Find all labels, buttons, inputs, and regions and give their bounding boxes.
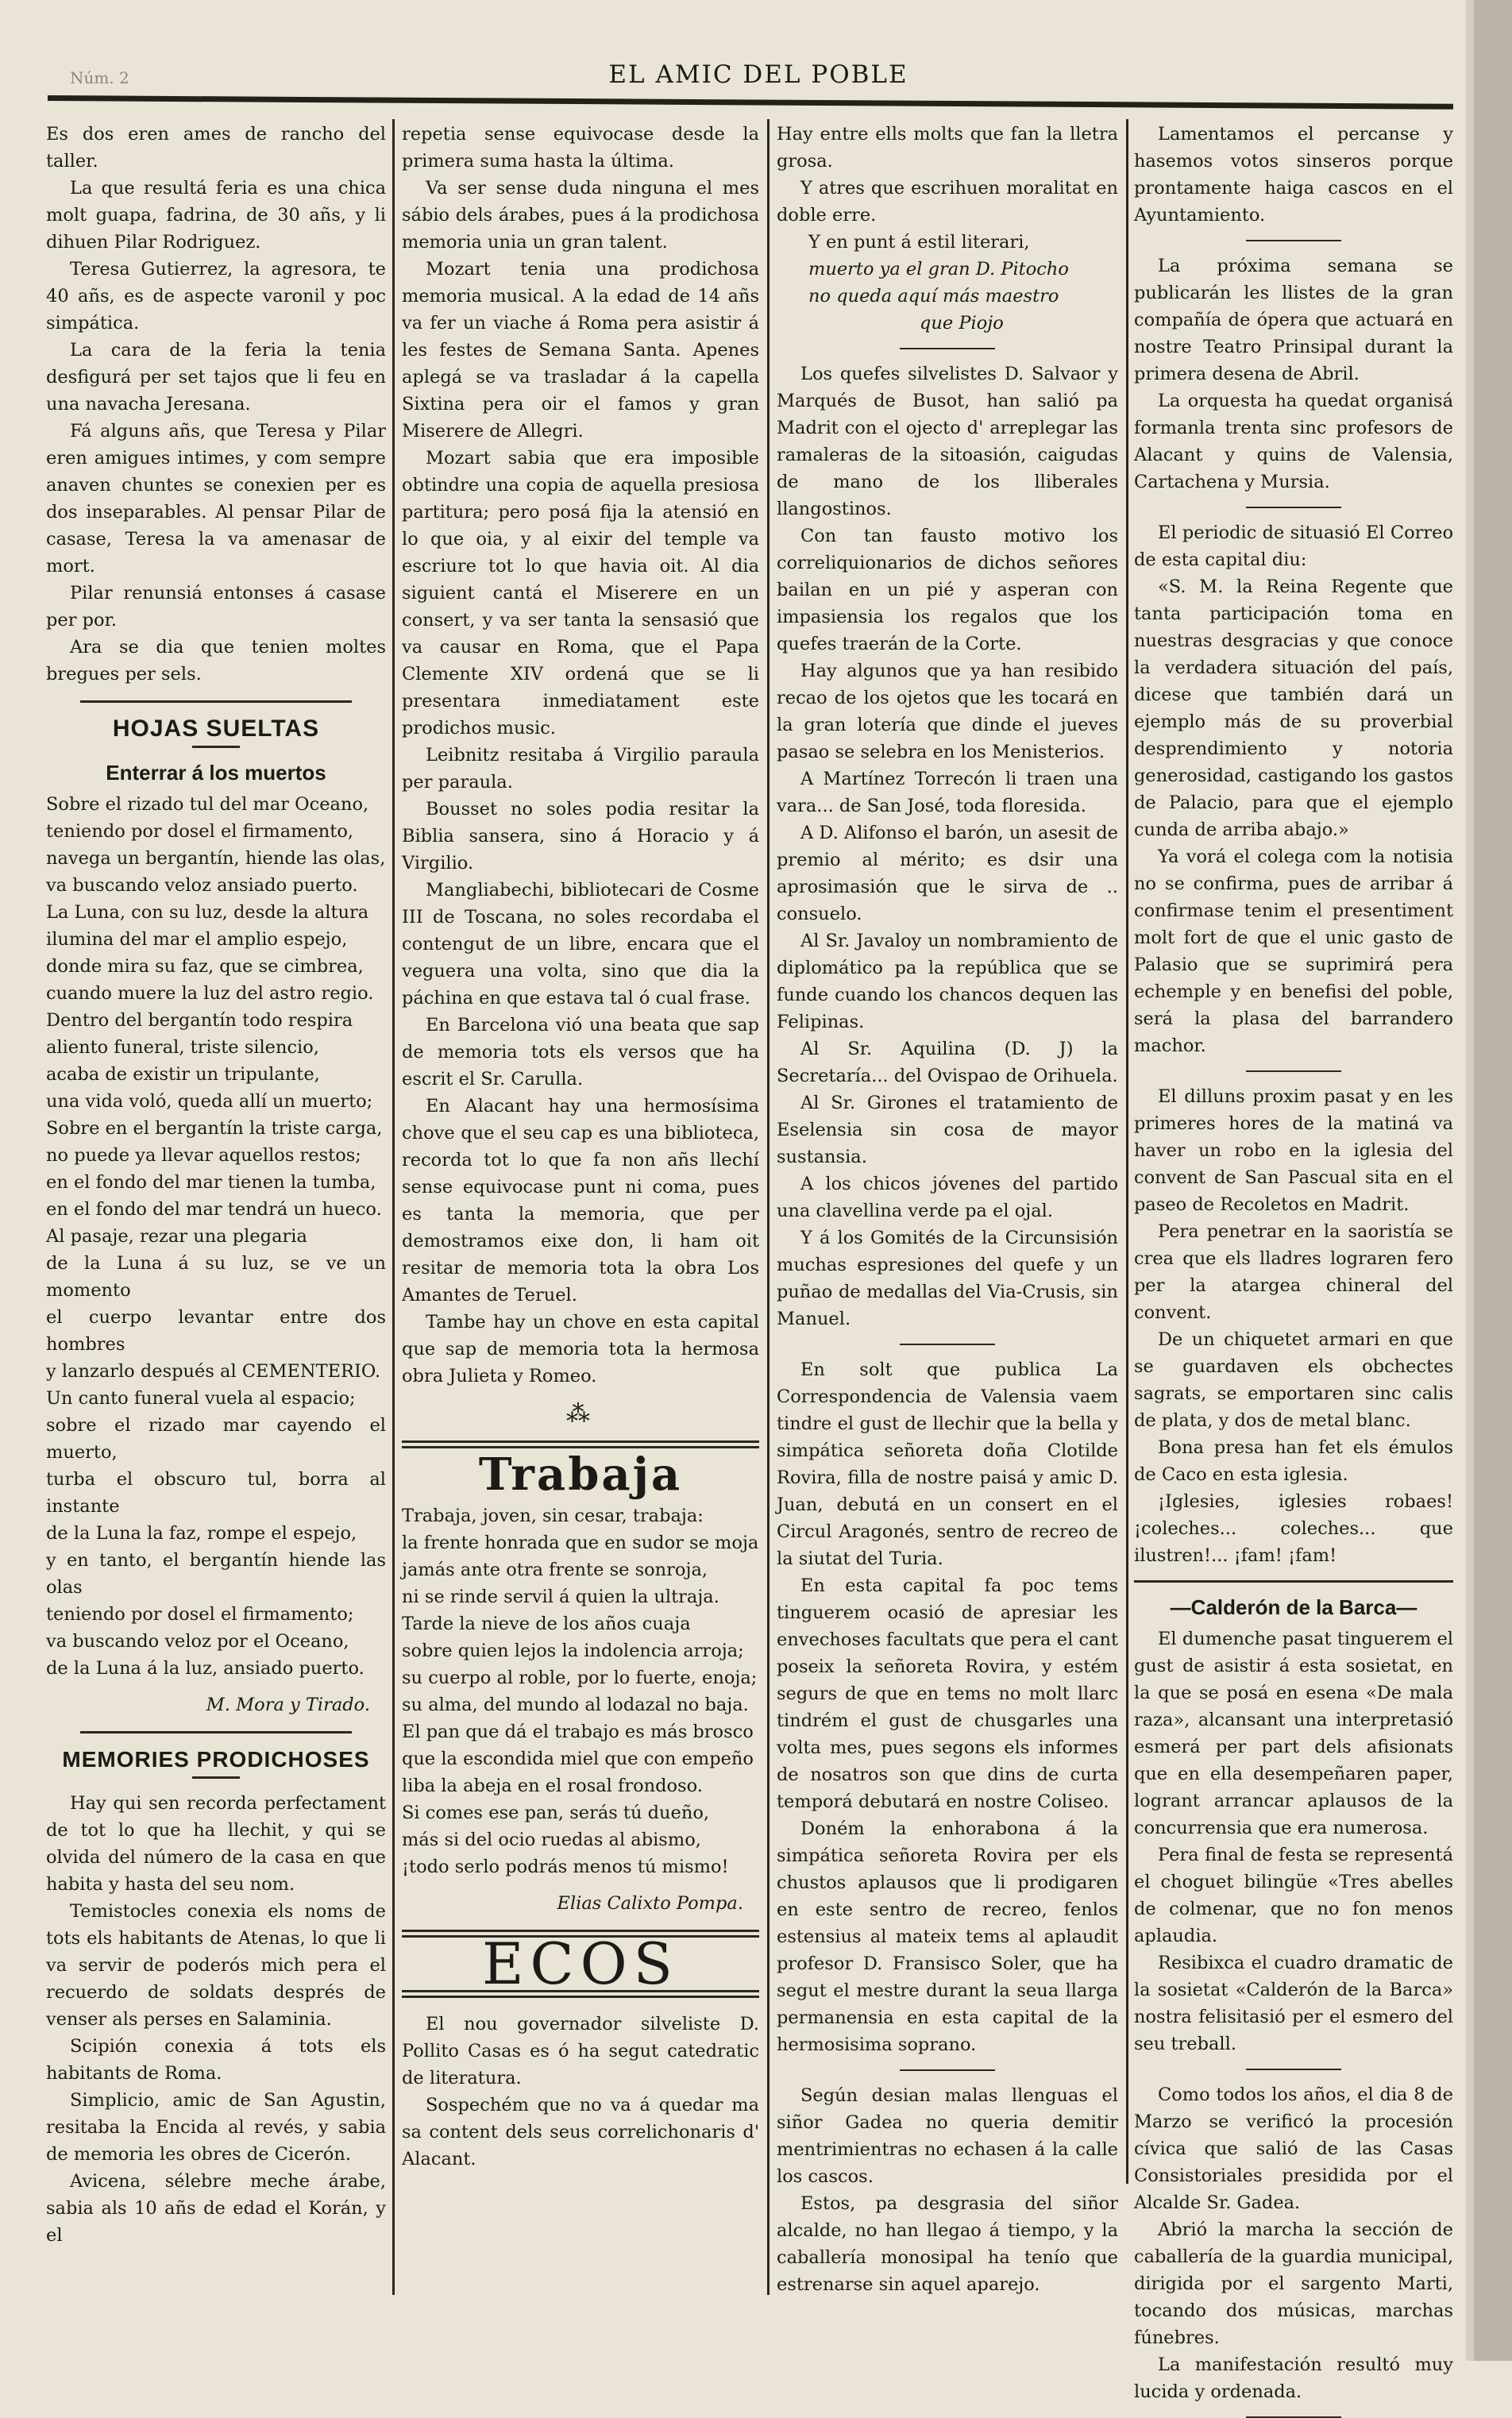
poem-line: donde mira su faz, que se cimbrea, [46, 956, 364, 977]
paragraph: Tambe hay un chove en esta capital que sap de memoria tota la hermosa obra Julieta y Romeo. [402, 1312, 759, 1386]
paragraph: En esta capital fa poc tems tinguerem ocasió de apresiar les envechoses facultats que pera el cant poseix la señoreta Rovira, y estém segurs de que en tems no molt llarc tindrém el gust de chusgarles una volta mes, pues segons els informes de nosatros son que dins de curta temporá debutará en nostre Coliseo. [777, 1575, 1118, 1812]
ecos-continuation [777, 121, 1118, 229]
poem-line: sobre quien lejos la indolencia arroja; [402, 1641, 744, 1661]
poem-line: de la Luna la faz, rompe el espejo, [46, 1523, 357, 1544]
poem-line: sobre el rizado mar cayendo el muerto, [46, 1415, 386, 1463]
poem-line: teniendo por dosel el firmamento, [46, 821, 354, 842]
verse-line: Y en punt á estil literari, [808, 232, 1030, 253]
paragraph: Según desian malas llenguas el siñor Gadea no queria demitir mentrimientras no echasen á la calle los cascos. [777, 2085, 1118, 2187]
hojas-sueltas-heading: HOJAS SUELTAS [112, 715, 320, 742]
paragraph: ¡Iglesies, iglesies robaes! ¡coleches... coleches... que ilustren!... ¡fam! ¡fam! [1134, 1491, 1453, 1566]
poem-line: su alma, del mundo al lodazal no baja. [402, 1695, 749, 1715]
paragraph: Doném la enhorabona á la simpática señoreta Rovira per els chustos aplausos que li prodigaren en este sentro de recreo, fenlos estensius al mateix tems al aplaudit profesor D. Fransisco Soler, que ha segut el mestre durant la seua llarga permanensia en esta capital de la hermosisima soprano. [777, 1818, 1118, 2055]
separator [1246, 2069, 1341, 2070]
paragraph: Mozart sabia que era imposible obtindre una copia de aquella presiosa partitura; pero posá fija la atensió en lo que oia, y al eixir del temple va escriure tot lo que havia oit. Al dia siguient cantá el Miserere en un consert, y va ser tanta la sensasió que va causar en Roma, que el Papa Clemente XIV ordená que se li presentara inmediatament este prodichos music. [402, 448, 759, 739]
ecos-heading: ECOS [482, 1930, 679, 1997]
poem-line: Sobre el rizado tul del mar Oceano, [46, 794, 369, 815]
column-divider [392, 119, 395, 2295]
memories-heading: MEMORIES PRODICHOSES [62, 1747, 370, 1772]
poem-line: Sobre en el bergantín la triste carga, [46, 1118, 383, 1139]
paragraph: Ara se dia que tenien moltes bregues per sels. [46, 637, 386, 685]
separator [1246, 240, 1341, 241]
column-divider [1126, 119, 1128, 2184]
paragraph: Y atres que escrihuen moralitat en doble erre. [777, 178, 1118, 226]
procesion-article [1134, 2081, 1453, 2405]
paragraph: Scipión conexia á tots els habitants de Roma. [46, 2036, 386, 2084]
poem-author: M. Mora y Tirado. [206, 1695, 370, 1715]
paragraph: Hay entre ells molts que fan la lletra grosa. [777, 124, 1118, 172]
poem-line: Al pasaje, rezar una plegaria [46, 1226, 307, 1247]
paragraph: Simplicio, amic de San Agustin, resitaba la Encida al revés, y sabia de memoria les obres de Cicerón. [46, 2090, 386, 2165]
article-continuation [46, 121, 386, 688]
poem-line: turba el obscuro tul, borra al instante [46, 1469, 386, 1517]
poem-line: aliento funeral, triste silencio, [46, 1037, 319, 1058]
paragraph: Pera penetrar en la saoristía se crea que els lladres lograren fero per la atargea chineral del convent. [1134, 1221, 1453, 1323]
paragraph: La próxima semana se publicarán les llistes de la gran compañía de ópera que actuará en nostre Teatro Prinsipal durant la primera desena de Abril. [1134, 256, 1453, 384]
poem-line: no puede ya llevar aquellos restos; [46, 1145, 361, 1166]
paragraph: Lamentamos el percanse y hasemos votos sinseros porque prontamente haiga cascos en el Ayuntamiento. [1134, 124, 1453, 226]
paragraph: Al Sr. Aquilina (D. J) la Secretaría... del Ovispao de Orihuela. [777, 1039, 1118, 1086]
poem [46, 791, 386, 1682]
paragraph: Estos, pa desgrasia del siñor alcalde, no han llegao á tiempo, y la caballería monosipal ha tenío que estrenarse sin aquel aparejo. [777, 2193, 1118, 2295]
paragraph: Pilar renunsiá entonses á casase per por. [46, 583, 386, 631]
column-2 [402, 121, 759, 2297]
poem-line: la frente honrada que en sudor se moja [402, 1533, 759, 1553]
paragraph: En Barcelona vió una beata que sap de memoria tots els versos que ha escrit el Sr. Carulla. [402, 1015, 759, 1089]
paragraph: Mozart tenia una prodichosa memoria musical. A la edad de 14 añs va fer un viache á Roma pera asistir á les festes de Semana Santa. Apenes aplegá se va trasladar á la capella Sixtina pera oir el famos y gran Miserere de Allegri. [402, 259, 759, 442]
section-rule [1134, 1580, 1453, 1583]
paragraph: Ya vorá el colega com la notisia no se confirma, pues de arribar á confirmase tenim el presentiment molt fort de que el unic gasto de Palasio que se suprimirá pera echemple y en benefisi del poble, será la plasa del barrandero machor. [1134, 846, 1453, 1056]
poem-line: Si comes ese pan, serás tú dueño, [402, 1803, 710, 1823]
poem-line: ni se rinde servil á quien la ultraja. [402, 1587, 719, 1607]
asterism-icon: ⁂ [566, 1400, 595, 1428]
paragraph: Al Sr. Javaloy un nombramiento de diplomático pa la república que se funde cuando los chancos dequen las Felipinas. [777, 931, 1118, 1032]
trabaja-poem [402, 1502, 759, 1880]
ecos-article [402, 2011, 759, 2173]
verse-line: que Piojo [920, 313, 1004, 334]
paragraph: Hay algunos que ya han resibido recao de los ojetos que les tocará en la gran lotería que dinde el jueves pasao se selebra en los Menisterios. [777, 661, 1118, 762]
paragraph: Sospechém que no va á quedar ma sa content dels seus correlichonaris d' Alacant. [402, 2095, 759, 2169]
poem-line: va buscando veloz por el Oceano, [46, 1631, 349, 1652]
silvelistes-article [777, 361, 1118, 1332]
paragraph: Como todos los años, el dia 8 de Marzo se verificó la procesión cívica que salió de las Casas Consistoriales presidida por el Alcalde Sr. Gadea. [1134, 2084, 1453, 2213]
paragraph: El dumenche pasat tinguerem el gust de asistir á esta sosietat, en la que se posá en esena «De mala raza», alcansant una interpretasió esmerá per part dels afisionats que en ella desempeñaren paper, logrant arrancar aplausos de la concurrensia que era numerosa. [1134, 1629, 1453, 1838]
paragraph: Y á los Gomités de la Circunsisión muchas espresiones del quefe y un puñao de medallas del Via-Crusis, sin Manuel. [777, 1228, 1118, 1329]
paragraph: El dilluns proxim pasat y en les primeres hores de la matiná va haver un robo en la iglesia del convent de San Pascual sita en el paseo de Recoletos en Madrit. [1134, 1086, 1453, 1215]
memories-continuation [402, 121, 759, 1390]
memories-article [46, 1790, 386, 2249]
separator [900, 348, 995, 349]
poem-line: una vida voló, queda allí un muerto; [46, 1091, 373, 1112]
paragraph: Al Sr. Girones el tratamiento de Eselensia sin cosa de mayor sustansia. [777, 1093, 1118, 1167]
paragraph: Temistocles conexia els noms de tots els habitants de Atenas, lo que li va servir de poderós mich pera el recuerdo de soldats després de venser als perses en Salaminia. [46, 1901, 386, 2030]
paragraph: El periodic de situasió El Correo de esta capital diu: [1134, 523, 1453, 570]
paragraph: A los chicos jóvenes del partido una clavellina verde pa el ojal. [777, 1174, 1118, 1221]
rovira-article [777, 1356, 1118, 2058]
poem-line: Un canto funeral vuela al espacio; [46, 1388, 356, 1409]
paragraph: Teresa Gutierrez, la agresora, te 40 añs, es de aspecte varonil y poc simpática. [46, 259, 386, 334]
poem-line: liba la abeja en el rosal frondoso. [402, 1776, 703, 1796]
calderon-heading: —Calderón de la Barca— [1170, 1595, 1418, 1619]
section-rule [80, 1731, 352, 1733]
paragraph: En Alacant hay una hermosísima chove que el seu cap es una biblioteca, recorda tot lo que fa non añs llechí sense equivocase punt ni coma, pues es tanta la memoria, que per demostramos eixe don, li ham oit resitar de memoria tota la obra Los Amantes de Teruel. [402, 1096, 759, 1305]
paragraph: A D. Alifonso el barón, un asesit de premio al mérito; es dsir una aprosimasión que le sirva de .. consuelo. [777, 823, 1118, 924]
column-divider [767, 119, 770, 2295]
gadea-article [777, 2082, 1118, 2298]
paragraph: repetia sense equivocase desde la primera suma hasta la última. [402, 124, 759, 172]
paragraph: Hay qui sen recorda perfectament de tot lo que ha llechit, y qui se olvida del número de la casa en que habita y hasta del seu nom. [46, 1793, 386, 1895]
poem-line: y en tanto, el bergantín hiende las olas [46, 1550, 386, 1598]
poem-author: Elias Calixto Pompa. [557, 1893, 743, 1914]
poem-line: ilumina del mar el amplio espejo, [46, 929, 348, 950]
poem-line: navega un bergantín, hiende las olas, [46, 848, 386, 869]
separator [1246, 507, 1341, 508]
poem-line: de la Luna á su luz, se ve un momento [46, 1253, 386, 1301]
paragraph: «S. M. la Reina Regente que tanta participación toma en nuestras desgracias y que conoce la verdadera situación del país, dicese que también dará un ejemplo más de su proverbial desprendimiento y notoria generosidad, castigando los gastos de Palacio, para que el ejemplo cunda de arriba abajo.» [1134, 577, 1453, 840]
paragraph: En solt que publica La Correspondencia de Valensia vaem tindre el gust de llechir que la bella y simpática señoreta doña Clotilde Rovira, filla de nostre paisá y amic D. Juan, debutá en un consert en el Circul Aragonés, sentro de recreo de la siutat del Turia. [777, 1359, 1118, 1569]
masthead [48, 54, 1469, 102]
paragraph: La cara de la feria la tenia desfigurá per set tajos que li feu en una navacha Jeresana. [46, 340, 386, 415]
poem-line: va buscando veloz ansiado puerto. [46, 875, 358, 896]
poem-line: y lanzarlo después al CEMENTERIO. [46, 1361, 381, 1382]
paragraph: Va ser sense duda ninguna el mes sábio dels árabes, pues á la prodichosa memoria unia un gran talent. [402, 178, 759, 253]
paragraph: Los quefes silvelistes D. Salvaor y Marqués de Busot, han salió pa Madrit con el ojecto d' arreplegar las ramaleras de la sitoasión, caigudas de mano de los lliberales llangostinos. [777, 364, 1118, 519]
poem-title: Enterrar á los muertos [106, 761, 326, 785]
paragraph: La manifestación resultó muy lucida y ordenada. [1134, 2354, 1453, 2402]
separator [900, 1344, 995, 1345]
page-fold-shadow [1466, 0, 1474, 2361]
page-number: Núm. 2 [70, 68, 129, 87]
paragraph: A Martínez Torrecón li traen una vara... de San José, toda floresida. [777, 769, 1118, 816]
poem-line: que la escondida miel que con empeño [402, 1749, 754, 1769]
paragraph: Avicena, sélebre meche árabe, sabia als 10 añs de edad el Korán, y el [46, 2171, 386, 2246]
separator [900, 2069, 995, 2071]
paragraph: Fá alguns añs, que Teresa y Pilar eren amigues intimes, y com sempre anaven chuntes se conexien per es dos inseparables. Al pensar Pilar de casase, Teresa la va amenasar de mort. [46, 421, 386, 577]
paragraph: Con tan fausto motivo los correliquionarios de dichos señores bailan en un pié y asperan con impasiensia los regalos que los quefes traerán de la Corte. [777, 526, 1118, 654]
column-4 [1134, 121, 1453, 2402]
paragraph: Abrió la marcha la sección de caballería de la guardia municipal, dirigida por el sargento Marti, tocando dos músicas, marchas fúnebres. [1134, 2219, 1453, 2348]
newspaper-title: EL AMIC DEL POBLE [608, 60, 908, 89]
poem-line: más si del ocio ruedas al abismo, [402, 1830, 701, 1850]
heading-rule [192, 746, 240, 748]
paragraph: Pera final de festa se representá el choguet bilingüe «Tres abelles de colmenar, que no fon menos aplaudia. [1134, 1845, 1453, 1946]
poem-line: teniendo por dosel el firmamento; [46, 1604, 354, 1625]
poem-line: en el fondo del mar tienen la tumba, [46, 1172, 376, 1193]
poem-line: jamás ante otra frente se sonroja, [402, 1560, 708, 1580]
poem-line: La Luna, con su luz, desde la altura [46, 902, 369, 923]
column-3 [777, 121, 1118, 2297]
paragraph: El nou governador silveliste D. Pollito Casas es ó ha segut catedratic de literatura. [402, 2014, 759, 2088]
paragraph: La que resultá feria es una chica molt guapa, fadrina, de 30 añs, y li dihuen Pilar Rodriguez. [46, 178, 386, 253]
paragraph: Bona presa han fet els émulos de Caco en esta iglesia. [1134, 1437, 1453, 1485]
cascos-continuation [1134, 121, 1453, 229]
poem-line: Dentro del bergantín todo respira [46, 1010, 353, 1031]
verse-line: muerto ya el gran D. Pitocho [808, 259, 1069, 280]
section-rule [402, 1440, 759, 1448]
poem-line: El pan que dá el trabajo es más brosco [402, 1722, 754, 1742]
poem-line: cuando muere la luz del astro regio. [46, 983, 374, 1004]
poem-line: su cuerpo al roble, por lo fuerte, enoja; [402, 1668, 758, 1688]
poem-line: Tarde la nieve de los años cuaja [402, 1614, 691, 1634]
page-edge [1474, 0, 1512, 2361]
poem-line: acaba de existir un tripulante, [46, 1064, 320, 1085]
poem-line: en el fondo del mar tendrá un hueco. [46, 1199, 382, 1220]
paragraph: Es dos eren ames de rancho del taller. [46, 124, 386, 172]
heading-rule [192, 1776, 240, 1779]
poem-line: Trabaja, joven, sin cesar, trabaja: [402, 1506, 704, 1526]
calderon-article [1134, 1625, 1453, 2057]
poem-line: ¡todo serlo podrás menos tú mismo! [402, 1857, 729, 1877]
paragraph: Bousset no soles podia resitar la Biblia sansera, sino á Horacio y á Virgilio. [402, 799, 759, 873]
column-1 [46, 121, 386, 2297]
verse-line: no queda aquí más maestro [808, 286, 1059, 307]
paragraph: Mangliabechi, bibliotecari de Cosme III de Toscana, no soles recordaba el contengut de un libre, encara que el veguera una volta, sino que dia la páchina en que estava tal ó cual frase. [402, 880, 759, 1008]
paragraph: Resibixca el cuadro dramatic de la sosietat «Calderón de la Barca» nostra felisitasió per el esmero del seu treball. [1134, 1953, 1453, 2054]
section-rule [80, 700, 352, 703]
separator [1246, 1070, 1341, 1072]
paragraph: Leibnitz resitaba á Virgilio paraula per paraula. [402, 745, 759, 793]
paragraph: De un chiquetet armari en que se guardaven els obchectes sagrats, se emportaren sinc calis de plata, y dos de metal blanc. [1134, 1329, 1453, 1431]
news-items [1134, 253, 1453, 1569]
poem-line: de la Luna á la luz, ansiado puerto. [46, 1658, 364, 1679]
paragraph: La orquesta ha quedat organisá formanla trenta sinc profesors de Alacant y quins de Valensia, Cartachena y Mursia. [1134, 391, 1453, 492]
verse [808, 229, 1118, 337]
poem-line: el cuerpo levantar entre dos hombres [46, 1307, 386, 1355]
trabaja-heading: Trabaja [478, 1448, 683, 1501]
